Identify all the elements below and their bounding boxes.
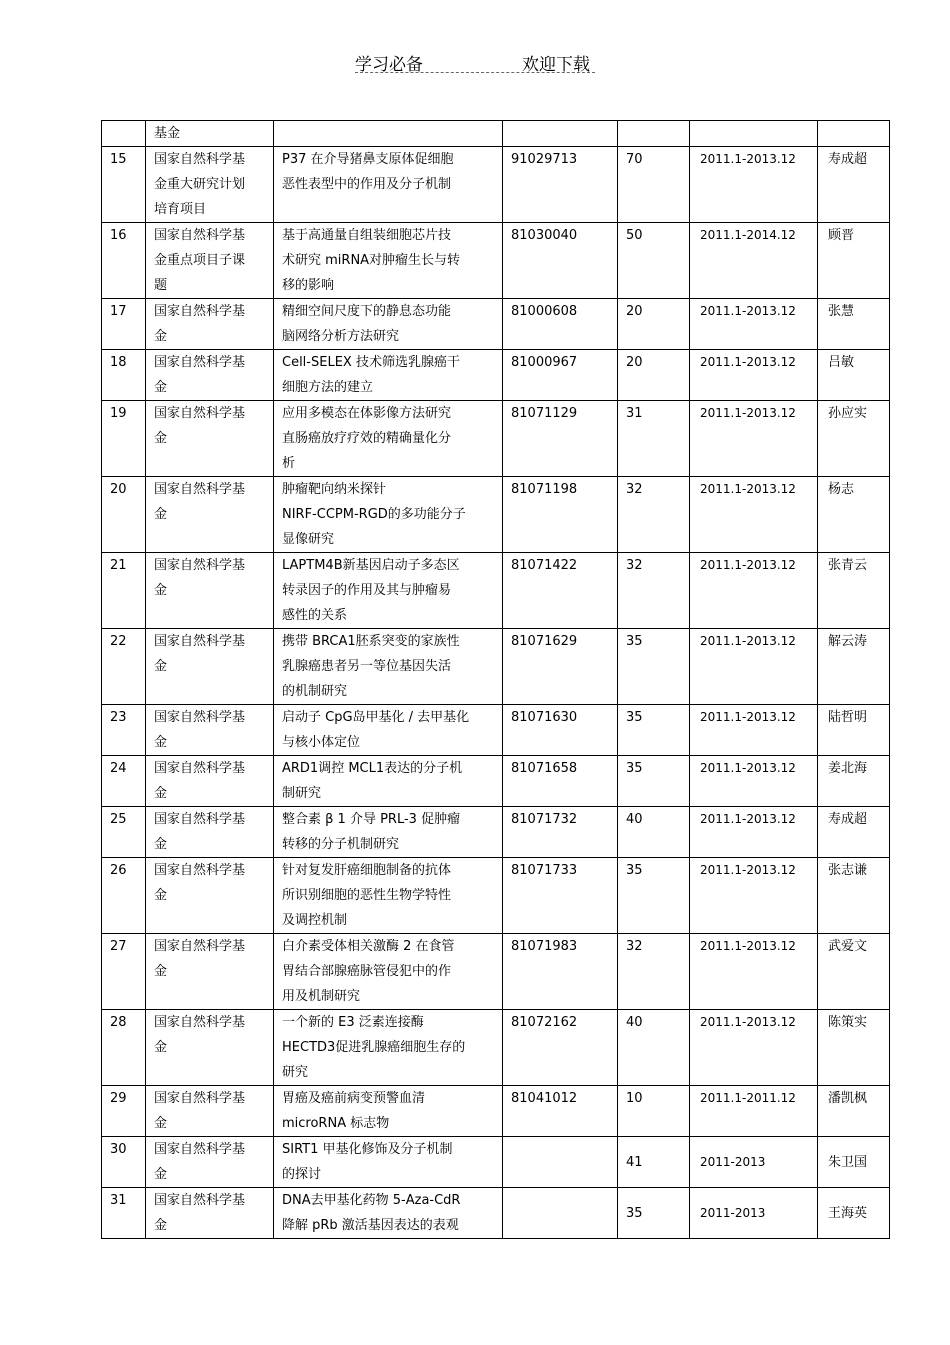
funding-amount-cell: 32 — [618, 553, 690, 629]
table-row — [102, 553, 890, 629]
funding-source-cell: 基金 — [146, 121, 274, 147]
funding-amount-cell: 41 — [618, 1137, 690, 1188]
project-code-cell: 81071658 — [503, 756, 618, 807]
row-number-cell: 27 — [102, 934, 146, 1010]
project-title-cell: 一个新的 E3 泛素连接酶 HECTD3促进乳腺癌细胞生存的 研究 — [274, 1010, 503, 1086]
row-number-cell: 25 — [102, 807, 146, 858]
principal-investigator-cell: 解云涛 — [818, 629, 890, 705]
funding-amount-cell: 70 — [618, 147, 690, 223]
project-period-cell: 2011.1-2013.12 — [690, 477, 818, 553]
project-period-cell: 2011.1-2013.12 — [690, 858, 818, 934]
funding-source-cell: 国家自然科学基 金 — [146, 299, 274, 350]
principal-investigator-cell — [818, 121, 890, 147]
funding-amount-cell: 35 — [618, 1188, 690, 1239]
principal-investigator-cell: 杨志 — [818, 477, 890, 553]
principal-investigator-cell: 姜北海 — [818, 756, 890, 807]
project-period-cell: 2011.1-2013.12 — [690, 756, 818, 807]
project-code-cell: 81071198 — [503, 477, 618, 553]
table-row — [102, 1086, 890, 1137]
principal-investigator-cell: 张志谦 — [818, 858, 890, 934]
funding-amount-cell: 40 — [618, 1010, 690, 1086]
table-row — [102, 756, 890, 807]
funding-amount-cell: 32 — [618, 477, 690, 553]
principal-investigator-cell: 潘凯枫 — [818, 1086, 890, 1137]
project-title-cell: 携带 BRCA1胚系突变的家族性 乳腺癌患者另一等位基因失活 的机制研究 — [274, 629, 503, 705]
funding-source-cell: 国家自然科学基 金 — [146, 1188, 274, 1239]
row-number-cell — [102, 121, 146, 147]
row-number-cell: 28 — [102, 1010, 146, 1086]
table-row — [102, 934, 890, 1010]
project-title-cell: DNA去甲基化药物 5-Aza-CdR 降解 pRb 激活基因表达的表观 — [274, 1188, 503, 1239]
project-title-cell: 启动子 CpG岛甲基化 / 去甲基化 与核小体定位 — [274, 705, 503, 756]
table-row — [102, 401, 890, 477]
table-row — [102, 807, 890, 858]
project-code-cell — [503, 121, 618, 147]
project-period-cell: 2011.1-2013.12 — [690, 553, 818, 629]
project-title-cell: ARD1调控 MCL1表达的分子机 制研究 — [274, 756, 503, 807]
row-number-cell: 15 — [102, 147, 146, 223]
table-row — [102, 1137, 890, 1188]
funding-source-cell: 国家自然科学基 金重大研究计划 培育项目 — [146, 147, 274, 223]
project-code-cell: 81071733 — [503, 858, 618, 934]
grants-table-body — [102, 121, 890, 1239]
project-period-cell: 2011.1-2013.12 — [690, 629, 818, 705]
project-code-cell — [503, 1137, 618, 1188]
header-right-text: 欢迎下载 — [522, 55, 590, 75]
row-number-cell: 31 — [102, 1188, 146, 1239]
row-number-cell: 23 — [102, 705, 146, 756]
project-period-cell: 2011.1-2013.12 — [690, 1010, 818, 1086]
row-number-cell: 24 — [102, 756, 146, 807]
funding-source-cell: 国家自然科学基 金 — [146, 1086, 274, 1137]
row-number-cell: 20 — [102, 477, 146, 553]
funding-source-cell: 国家自然科学基 金 — [146, 477, 274, 553]
funding-amount-cell: 20 — [618, 299, 690, 350]
project-code-cell: 81030040 — [503, 223, 618, 299]
funding-amount-cell: 50 — [618, 223, 690, 299]
project-code-cell: 81071422 — [503, 553, 618, 629]
table-row — [102, 350, 890, 401]
funding-amount-cell: 35 — [618, 858, 690, 934]
project-period-cell: 2011.1-2011.12 — [690, 1086, 818, 1137]
project-period-cell: 2011.1-2013.12 — [690, 147, 818, 223]
funding-amount-cell: 20 — [618, 350, 690, 401]
principal-investigator-cell: 寿成超 — [818, 147, 890, 223]
project-code-cell: 81000967 — [503, 350, 618, 401]
funding-source-cell: 国家自然科学基 金 — [146, 1010, 274, 1086]
funding-amount-cell: 32 — [618, 934, 690, 1010]
funding-source-cell: 国家自然科学基 金 — [146, 1137, 274, 1188]
project-title-cell: 胃癌及癌前病变预警血清 microRNA 标志物 — [274, 1086, 503, 1137]
table-row — [102, 705, 890, 756]
project-code-cell — [503, 1188, 618, 1239]
project-title-cell: 针对复发肝癌细胞制备的抗体 所识别细胞的恶性生物学特性 及调控机制 — [274, 858, 503, 934]
row-number-cell: 17 — [102, 299, 146, 350]
row-number-cell: 22 — [102, 629, 146, 705]
principal-investigator-cell: 陆哲明 — [818, 705, 890, 756]
project-period-cell: 2011.1-2013.12 — [690, 705, 818, 756]
principal-investigator-cell: 王海英 — [818, 1188, 890, 1239]
funding-amount-cell: 10 — [618, 1086, 690, 1137]
page-header — [355, 50, 595, 73]
project-title-cell: 精细空间尺度下的静息态功能 脑网络分析方法研究 — [274, 299, 503, 350]
project-period-cell: 2011-2013 — [690, 1188, 818, 1239]
funding-amount-cell: 35 — [618, 629, 690, 705]
funding-amount-cell: 31 — [618, 401, 690, 477]
project-code-cell: 81072162 — [503, 1010, 618, 1086]
funding-source-cell: 国家自然科学基 金 — [146, 807, 274, 858]
funding-source-cell: 国家自然科学基 金 — [146, 756, 274, 807]
project-code-cell: 81071983 — [503, 934, 618, 1010]
project-period-cell: 2011.1-2013.12 — [690, 934, 818, 1010]
table-row — [102, 147, 890, 223]
project-period-cell: 2011.1-2013.12 — [690, 807, 818, 858]
project-title-cell: P37 在介导猪鼻支原体促细胞 恶性表型中的作用及分子机制 — [274, 147, 503, 223]
principal-investigator-cell: 武爱文 — [818, 934, 890, 1010]
funding-amount-cell — [618, 121, 690, 147]
table-row — [102, 1010, 890, 1086]
funding-amount-cell: 40 — [618, 807, 690, 858]
principal-investigator-cell: 张青云 — [818, 553, 890, 629]
project-period-cell: 2011.1-2013.12 — [690, 299, 818, 350]
funding-source-cell: 国家自然科学基 金 — [146, 401, 274, 477]
row-number-cell: 16 — [102, 223, 146, 299]
table-row — [102, 299, 890, 350]
funding-amount-cell: 35 — [618, 756, 690, 807]
project-code-cell: 91029713 — [503, 147, 618, 223]
funding-source-cell: 国家自然科学基 金 — [146, 705, 274, 756]
project-title-cell — [274, 121, 503, 147]
project-period-cell: 2011.1-2013.12 — [690, 401, 818, 477]
project-title-cell: 基于高通量自组装细胞芯片技 术研究 miRNA对肿瘤生长与转 移的影响 — [274, 223, 503, 299]
principal-investigator-cell: 吕敏 — [818, 350, 890, 401]
project-code-cell: 81000608 — [503, 299, 618, 350]
row-number-cell: 30 — [102, 1137, 146, 1188]
grants-table — [101, 120, 890, 1239]
principal-investigator-cell: 寿成超 — [818, 807, 890, 858]
project-title-cell: Cell-SELEX 技术筛选乳腺癌干 细胞方法的建立 — [274, 350, 503, 401]
principal-investigator-cell: 张慧 — [818, 299, 890, 350]
funding-source-cell: 国家自然科学基 金重点项目子课 题 — [146, 223, 274, 299]
row-number-cell: 18 — [102, 350, 146, 401]
table-row — [102, 223, 890, 299]
table-row — [102, 121, 890, 147]
table-row — [102, 858, 890, 934]
funding-source-cell: 国家自然科学基 金 — [146, 934, 274, 1010]
project-code-cell: 81071629 — [503, 629, 618, 705]
row-number-cell: 21 — [102, 553, 146, 629]
principal-investigator-cell: 顾晋 — [818, 223, 890, 299]
project-period-cell: 2011-2013 — [690, 1137, 818, 1188]
table-row — [102, 477, 890, 553]
funding-amount-cell: 35 — [618, 705, 690, 756]
funding-source-cell: 国家自然科学基 金 — [146, 858, 274, 934]
project-period-cell: 2011.1-2013.12 — [690, 350, 818, 401]
project-period-cell: 2011.1-2014.12 — [690, 223, 818, 299]
project-code-cell: 81071630 — [503, 705, 618, 756]
funding-source-cell: 国家自然科学基 金 — [146, 350, 274, 401]
row-number-cell: 29 — [102, 1086, 146, 1137]
funding-source-cell: 国家自然科学基 金 — [146, 629, 274, 705]
project-code-cell: 81071129 — [503, 401, 618, 477]
project-title-cell: 肿瘤靶向纳米探针 NIRF-CCPM-RGD的多功能分子 显像研究 — [274, 477, 503, 553]
row-number-cell: 26 — [102, 858, 146, 934]
project-title-cell: 整合素 β 1 介导 PRL-3 促肿瘤 转移的分子机制研究 — [274, 807, 503, 858]
project-period-cell — [690, 121, 818, 147]
principal-investigator-cell: 陈策实 — [818, 1010, 890, 1086]
project-title-cell: 白介素受体相关激酶 2 在食管 胃结合部腺癌脉管侵犯中的作 用及机制研究 — [274, 934, 503, 1010]
principal-investigator-cell: 孙应实 — [818, 401, 890, 477]
project-code-cell: 81041012 — [503, 1086, 618, 1137]
project-title-cell: SIRT1 甲基化修饰及分子机制 的探讨 — [274, 1137, 503, 1188]
table-row — [102, 1188, 890, 1239]
funding-source-cell: 国家自然科学基 金 — [146, 553, 274, 629]
row-number-cell: 19 — [102, 401, 146, 477]
project-title-cell: 应用多模态在体影像方法研究 直肠癌放疗疗效的精确量化分 析 — [274, 401, 503, 477]
principal-investigator-cell: 朱卫国 — [818, 1137, 890, 1188]
project-code-cell: 81071732 — [503, 807, 618, 858]
header-left-text: 学习必备 — [355, 55, 423, 75]
table-row — [102, 629, 890, 705]
project-title-cell: LAPTM4B新基因启动子多态区 转录因子的作用及其与肿瘤易 感性的关系 — [274, 553, 503, 629]
